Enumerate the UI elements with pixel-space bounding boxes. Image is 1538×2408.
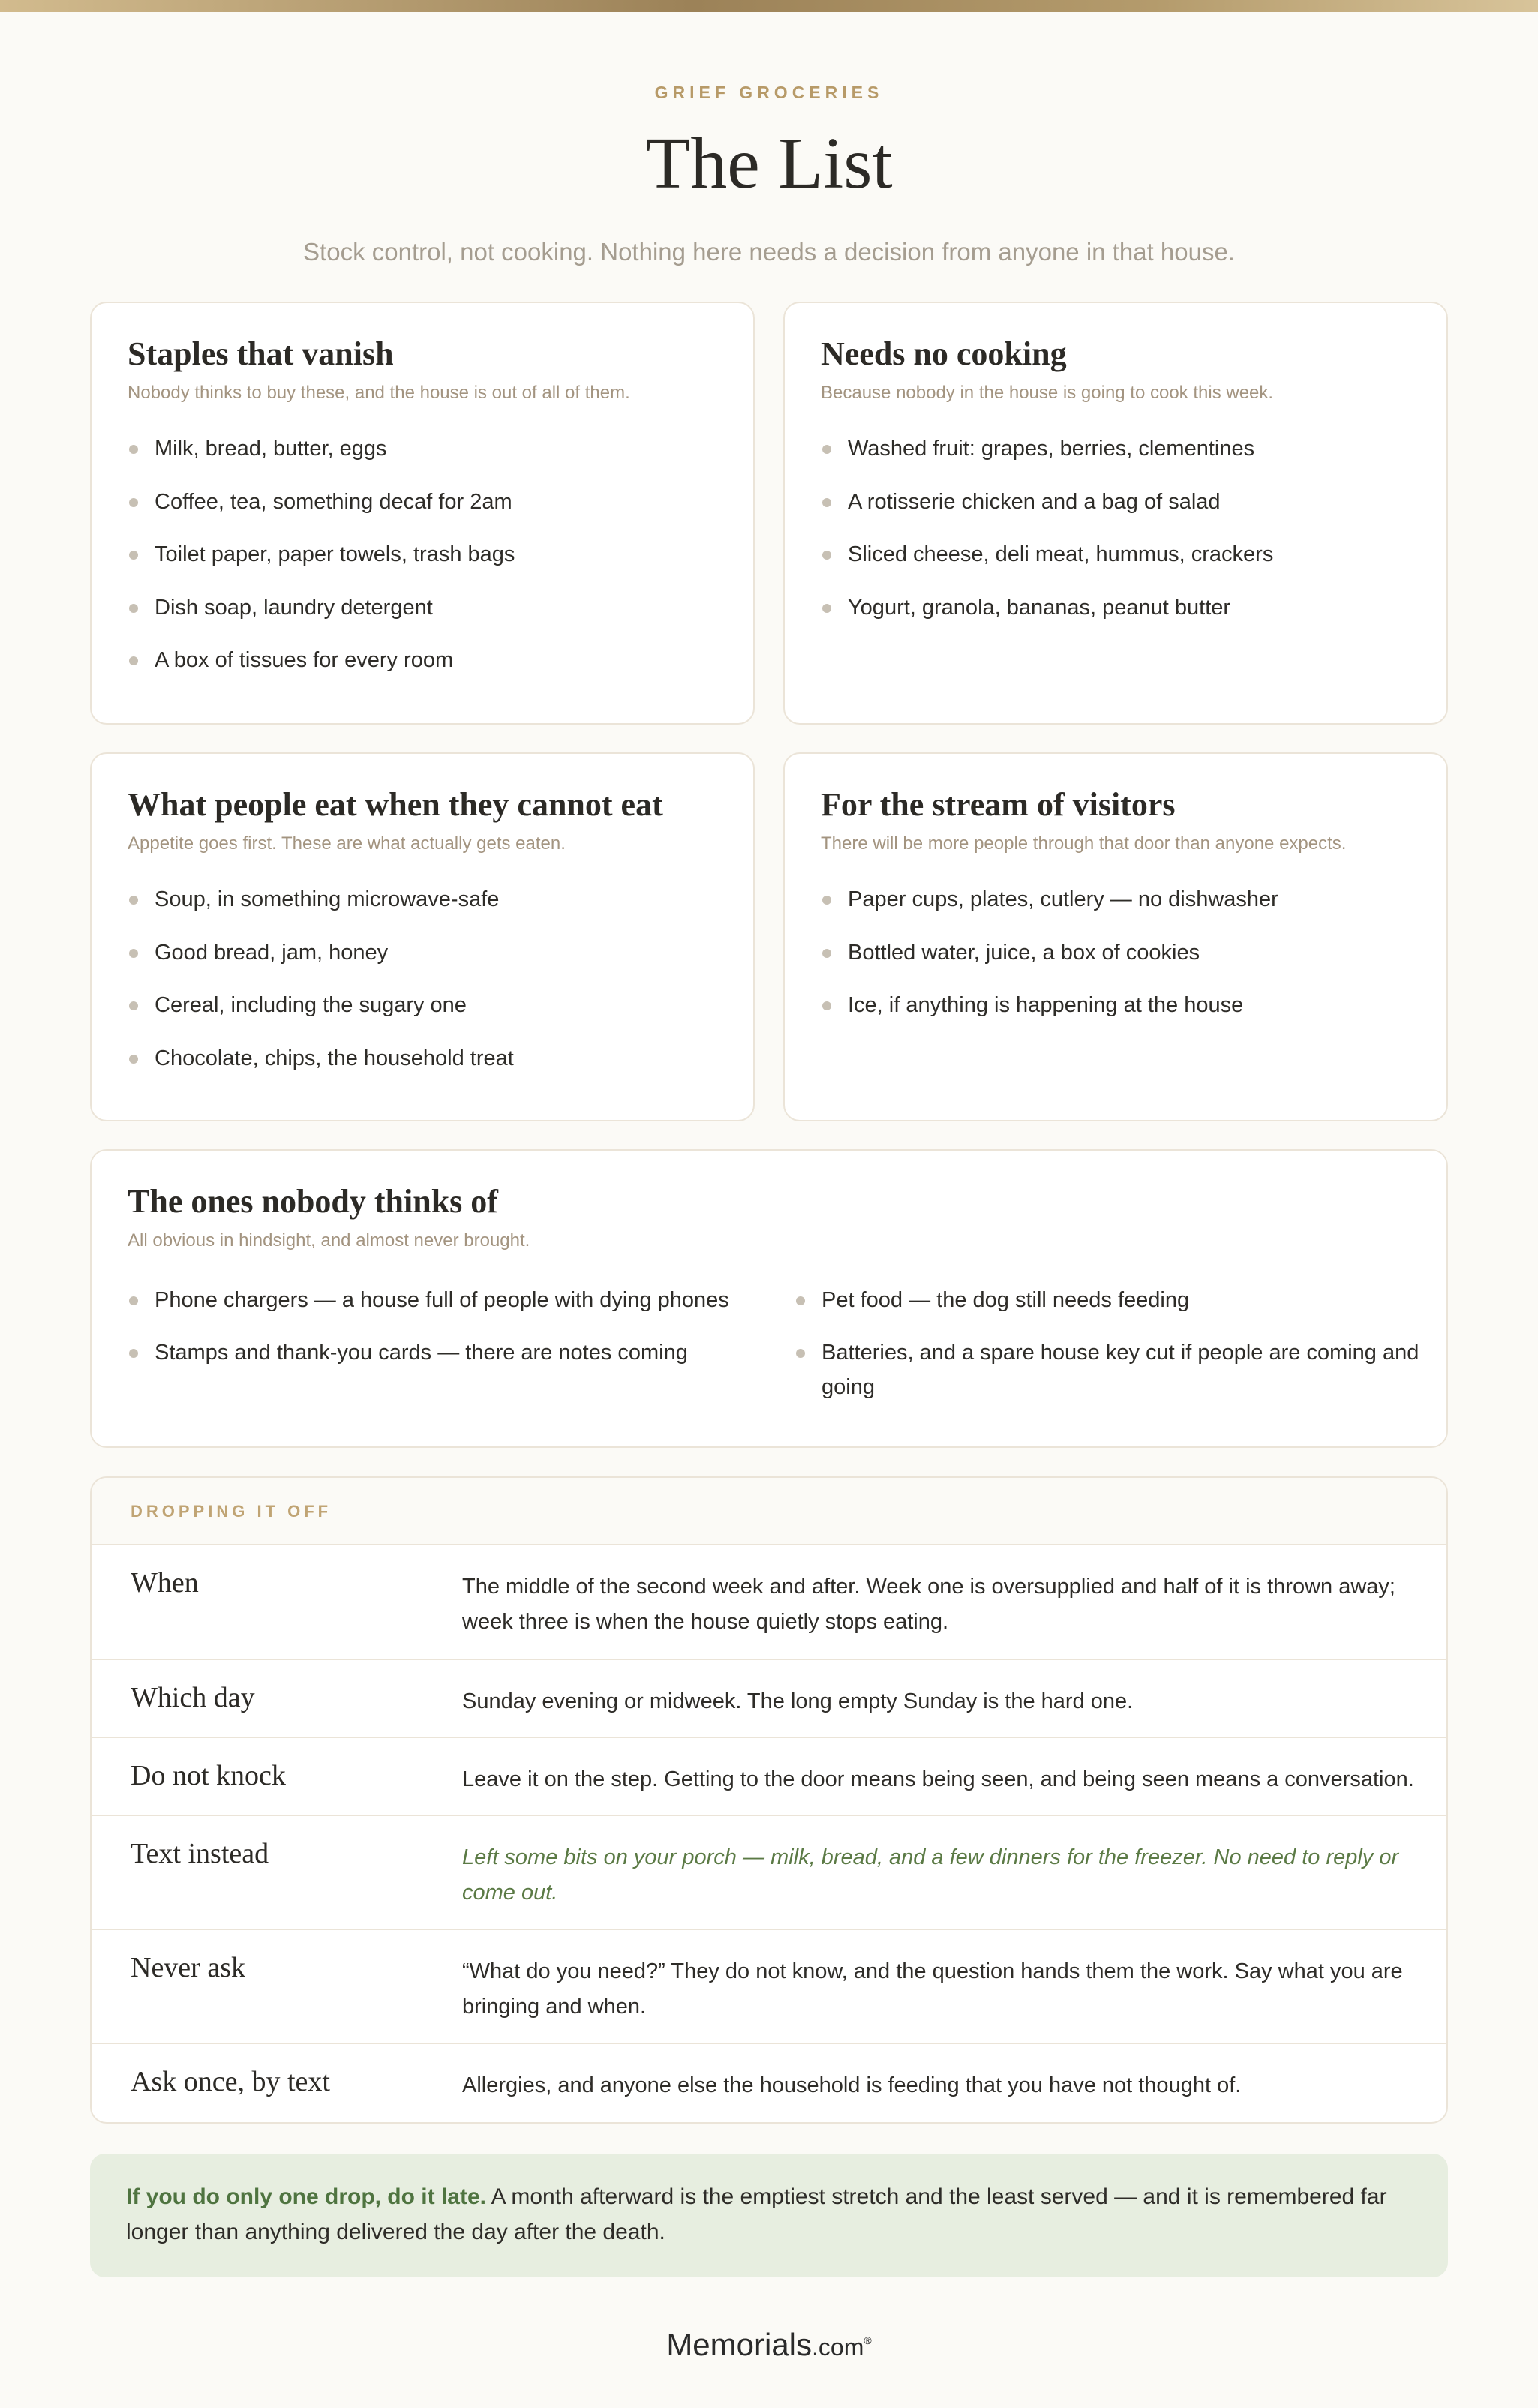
list-item: Milk, bread, butter, eggs (128, 435, 723, 488)
bullet-icon (822, 1001, 831, 1010)
bullet-icon (129, 498, 138, 507)
bullet-icon (129, 1296, 138, 1305)
list-item: Soup, in something microwave-safe (128, 886, 723, 939)
table-row (92, 1816, 1446, 1930)
callout-text: A month afterward is the emptiest stretch and the least served — and it is remembered far longer than anything delivered the day after the death. (126, 2184, 1387, 2244)
list-item: Pet food — the dog still needs feeding (795, 1283, 1425, 1317)
eyebrow-label: GRIEF GROCERIES (654, 83, 884, 102)
drop-off-heading: DROPPING IT OFF (92, 1478, 1446, 1545)
list-item: Paper cups, plates, cutlery — no dishwasher (821, 886, 1416, 939)
bullet-icon (129, 445, 138, 454)
top-accent-bar (0, 0, 1538, 12)
bullet-icon (129, 604, 138, 613)
card-title: What people eat when they cannot eat (128, 786, 663, 823)
card-title: The ones nobody thinks of (128, 1183, 498, 1220)
list-item: A rotisserie chicken and a bag of salad (821, 488, 1416, 542)
row-label: Ask once, by text (131, 2066, 330, 2097)
card-no-cooking (783, 302, 1448, 725)
bullet-icon (796, 1296, 805, 1305)
bullet-icon (822, 949, 831, 958)
card-title: For the stream of visitors (821, 786, 1176, 823)
list-item: Washed fruit: grapes, berries, clementines (821, 435, 1416, 488)
list-item: Stamps and thank-you cards — there are notes coming (128, 1335, 773, 1370)
list-item: Good bread, jam, honey (128, 939, 723, 992)
bullet-icon (129, 949, 138, 958)
list-item: Ice, if anything is happening at the house (821, 992, 1416, 1045)
row-text: Sunday evening or midweek. The long empty Sunday is the hard one. (462, 1689, 1134, 1713)
brand-name: Memorials (666, 2327, 813, 2362)
list-item: Dish soap, laundry detergent (128, 594, 723, 647)
card-title: Staples that vanish (128, 335, 394, 372)
card-subtitle: Appetite goes first. These are what actually gets eaten. (128, 833, 566, 854)
list-item: Coffee, tea, something decaf for 2am (128, 488, 723, 542)
item-list-right (795, 1283, 1425, 1422)
card-subtitle: Nobody thinks to buy these, and the house is out of all of them. (128, 383, 630, 403)
drop-off-table (90, 1476, 1448, 2124)
list-item: Toilet paper, paper towels, trash bags (128, 541, 723, 594)
bullet-icon (822, 604, 831, 613)
card-overlooked (90, 1149, 1448, 1448)
card-subtitle: There will be more people through that door than anyone expects. (821, 833, 1347, 854)
bullet-icon (129, 656, 138, 665)
row-label: Do not knock (131, 1760, 286, 1791)
brand-logo[interactable] (0, 2327, 1538, 2363)
row-text: The middle of the second week and after. Week one is oversupplied and half of it is thrown away; week three is when the house quietly stops eating. (462, 1575, 1395, 1634)
list-item: Bottled water, juice, a box of cookies (821, 939, 1416, 992)
table-row (92, 1930, 1446, 2044)
item-list-left (128, 1283, 773, 1388)
bullet-icon (129, 1055, 138, 1064)
card-title: Needs no cooking (821, 335, 1067, 372)
bullet-icon (796, 1349, 805, 1358)
page-header (0, 83, 1538, 266)
bullet-icon (129, 551, 138, 560)
item-list (821, 886, 1416, 1045)
page-subtitle: Stock control, not cooking. Nothing here needs a decision from anyone in that house. (303, 238, 1235, 266)
list-item: Phone chargers — a house full of people with dying phones (128, 1283, 773, 1317)
row-text: “What do you need?” They do not know, and the question hands them the work. Say what you are bringing and when. (462, 1959, 1403, 2019)
card-subtitle: Because nobody in the house is going to cook this week. (821, 383, 1274, 403)
table-row (92, 1660, 1446, 1738)
list-item: Batteries, and a spare house key cut if people are coming and going (795, 1335, 1425, 1404)
row-label: When (131, 1567, 199, 1599)
row-text: Leave it on the step. Getting to the door means being seen, and being seen means a conversation. (462, 1767, 1414, 1791)
card-staples (90, 302, 755, 725)
page-title: The List (645, 123, 893, 204)
sample-text-message: Left some bits on your porch — milk, bread, and a few dinners for the freezer. No need to reply or come out. (462, 1845, 1399, 1905)
row-text: Allergies, and anyone else the household is feeding that you have not thought of. (462, 2073, 1242, 2097)
bullet-icon (129, 1001, 138, 1010)
row-label: Text instead (131, 1838, 269, 1869)
bullet-icon (822, 445, 831, 454)
item-list (128, 435, 723, 700)
list-item: Yogurt, granola, bananas, peanut butter (821, 594, 1416, 647)
table-row (92, 2044, 1446, 2122)
list-item: Sliced cheese, deli meat, hummus, crackers (821, 541, 1416, 594)
list-item: Chocolate, chips, the household treat (128, 1045, 723, 1098)
table-row (92, 1545, 1446, 1660)
list-item: A box of tissues for every room (128, 647, 723, 700)
table-row (92, 1738, 1446, 1816)
row-label: Which day (131, 1682, 255, 1713)
list-item: Cereal, including the sugary one (128, 992, 723, 1045)
card-cannot-eat (90, 752, 755, 1121)
item-list (128, 886, 723, 1097)
item-list (821, 435, 1416, 647)
brand-suffix: .com (812, 2334, 864, 2361)
card-subtitle: All obvious in hindsight, and almost never brought. (128, 1230, 530, 1251)
row-label: Never ask (131, 1952, 245, 1983)
trademark-mark: ® (864, 2334, 872, 2346)
bullet-icon (822, 551, 831, 560)
bullet-icon (129, 1349, 138, 1358)
callout-note (90, 2154, 1448, 2277)
card-visitors (783, 752, 1448, 1121)
callout-emphasis: If you do only one drop, do it late. (126, 2184, 486, 2209)
bullet-icon (129, 896, 138, 905)
bullet-icon (822, 896, 831, 905)
bullet-icon (822, 498, 831, 507)
